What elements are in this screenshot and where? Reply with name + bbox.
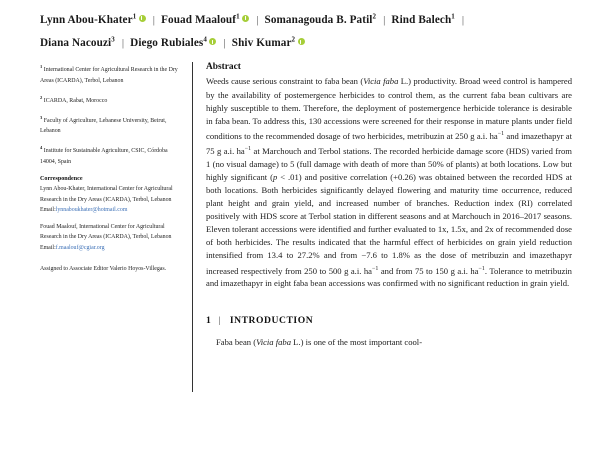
associate-editor-note: Assigned to Associate Editor Valerio Hoyos-Villegas.: [40, 266, 167, 273]
affiliation-number: 3: [40, 114, 43, 120]
section-title: INTRODUCTION: [229, 314, 314, 326]
author-affiliation-sup: 2: [291, 35, 296, 44]
affiliation-item: [40, 62, 180, 86]
author-separator: |: [383, 13, 386, 26]
correspondence-heading: Correspondence: [40, 175, 83, 182]
abstract-column: [206, 62, 572, 392]
abstract-heading: Abstract: [206, 62, 241, 73]
author-affiliation-sup: 3: [111, 35, 115, 44]
author-name: Rind Balech: [391, 13, 452, 26]
author-affiliation-sup: 1: [132, 12, 137, 20]
author-entry[interactable]: [265, 14, 377, 26]
author-line: [40, 6, 570, 30]
abstract-text: Weeds cause serious constraint to faba bean (Vicia faba L.) productivity. Broad weed control is hampered by the availability of postemergence herbicides to control them, as the current faba bean cultivars are highly susceptible to them. Therefore, the deployment of postemergence herbicide tolerance is desirable in faba bean. To address this, 130 accessions were screened for their response in mature plants under field conditions to the recommended dosage of two herbicides, metribuzin at 250 g a.i. $ha^{-1}$ and imazethapyr at 75 g a.i. $ha^{-1}$ at Marchouch and Terbol stations. The recorded herbicide damage score (HDS) varied from 1 (no visual damage) to 5 (full damage with death of more than 50% of plants) at both locations. Low but highly significant (p < .01) and positive correlation (+0.26) was obtained between the recorded HDS at both locations. Both herbicides significantly delayed flowering and maturity time occurrence, reduced plant height and grain yield, and increased number of branches. Reduction index (RI) correlated positively with HDS score at Terbol station in different seasons and at Marchouch in 2016–2017 seasons. Eleven tolerant accessions were identified and further evaluated to 1x, 1.5x, and 2x of recommended dose of both herbicides. The results indicated that the harmful effect of herbicides on grain yield reduction intensified from 13.4 to 27.2% and from −7.6 to 1.8% as the dose of metribuzin and imazethapyr increased respectively from 250 to 500 g a.i. $ha^{-1}$ and from 75 to 150 g a.i. $ha^{-1}$. Tolerance to metribuzin and imazethapyr in eight faba bean accessions was confirmed with no significant reduction in grain yield.: [206, 76, 573, 289]
affiliation-number: 4: [40, 145, 43, 151]
orcid-icon[interactable]: [298, 38, 305, 45]
author-separator: |: [223, 37, 226, 50]
affiliation-number: 2: [40, 94, 43, 100]
author-block: [0, 0, 600, 53]
affiliation-item: [40, 113, 180, 137]
page-body: [0, 62, 600, 392]
affiliation-text: Institute for Sustainable Agriculture, CSIC, Córdoba 14004, Spain: [40, 148, 168, 165]
author-entry[interactable]: [391, 14, 454, 26]
orcid-icon[interactable]: [139, 15, 146, 22]
author-affiliation-sup: 4: [203, 35, 207, 44]
author-separator: |: [121, 37, 125, 50]
affiliation-number: 1: [40, 64, 43, 70]
author-affiliation-sup: 1: [451, 12, 455, 20]
correspondence-address: Lynn Abou-Khater, International Center for Agricultural Research in the Dry Areas (ICARDA), Terbol, Lebanon: [40, 186, 173, 203]
metadata-column: [40, 62, 192, 392]
affiliation-text: International Center for Agricultural Research in the Dry Areas (ICARDA), Terbol, Lebanon: [40, 67, 178, 84]
affiliation-text: ICARDA, Rabat, Morocco: [43, 97, 108, 104]
section-bar: |: [218, 314, 221, 326]
author-entry[interactable]: [232, 37, 305, 49]
author-entry[interactable]: [130, 37, 216, 49]
author-entry[interactable]: [40, 14, 146, 26]
author-line: [40, 30, 570, 54]
author-separator: |: [256, 13, 259, 26]
author-name: Fouad Maalouf: [161, 13, 237, 26]
section-heading-introduction: [206, 315, 572, 326]
author-separator: |: [461, 13, 465, 26]
correspondence-entry: [40, 184, 180, 216]
author-name: Diana Nacouzi: [40, 37, 112, 50]
author-entry[interactable]: [40, 37, 115, 49]
author-name: Lynn Abou-Khater: [40, 13, 133, 26]
affiliation-text: Faculty of Agriculture, Lebanese University, Beirut, Lebanon: [40, 117, 167, 135]
correspondence-address: Fouad Maalouf, International Center for Agricultural Research in the Dry Areas (ICARDA), Terbol, Lebanon: [40, 223, 172, 241]
email-label: Email:: [40, 244, 56, 251]
author-name: Somanagouda B. Patil: [264, 13, 373, 26]
orcid-icon[interactable]: [209, 38, 216, 45]
author-separator: |: [152, 13, 156, 26]
author-entry[interactable]: [161, 14, 249, 26]
author-name: Diego Rubiales: [130, 37, 204, 50]
column-divider: [192, 62, 193, 392]
introduction-paragraph: Faba bean (Vicia faba L.) is one of the most important cool-: [216, 336, 423, 347]
email-label: Email:: [40, 207, 56, 214]
affiliation-item: [40, 143, 180, 167]
orcid-icon[interactable]: [242, 15, 249, 22]
affiliation-item: [40, 93, 180, 106]
email-link[interactable]: f.maalouf@cgiar.org: [55, 244, 105, 251]
section-number: 1: [206, 314, 212, 326]
author-affiliation-sup: 1: [236, 12, 240, 20]
author-affiliation-sup: 2: [372, 12, 377, 20]
author-name: Shiv Kumar: [231, 37, 292, 50]
correspondence-entry: [40, 222, 180, 254]
email-link[interactable]: lynnaboukhater@hotmail.com: [55, 207, 128, 214]
